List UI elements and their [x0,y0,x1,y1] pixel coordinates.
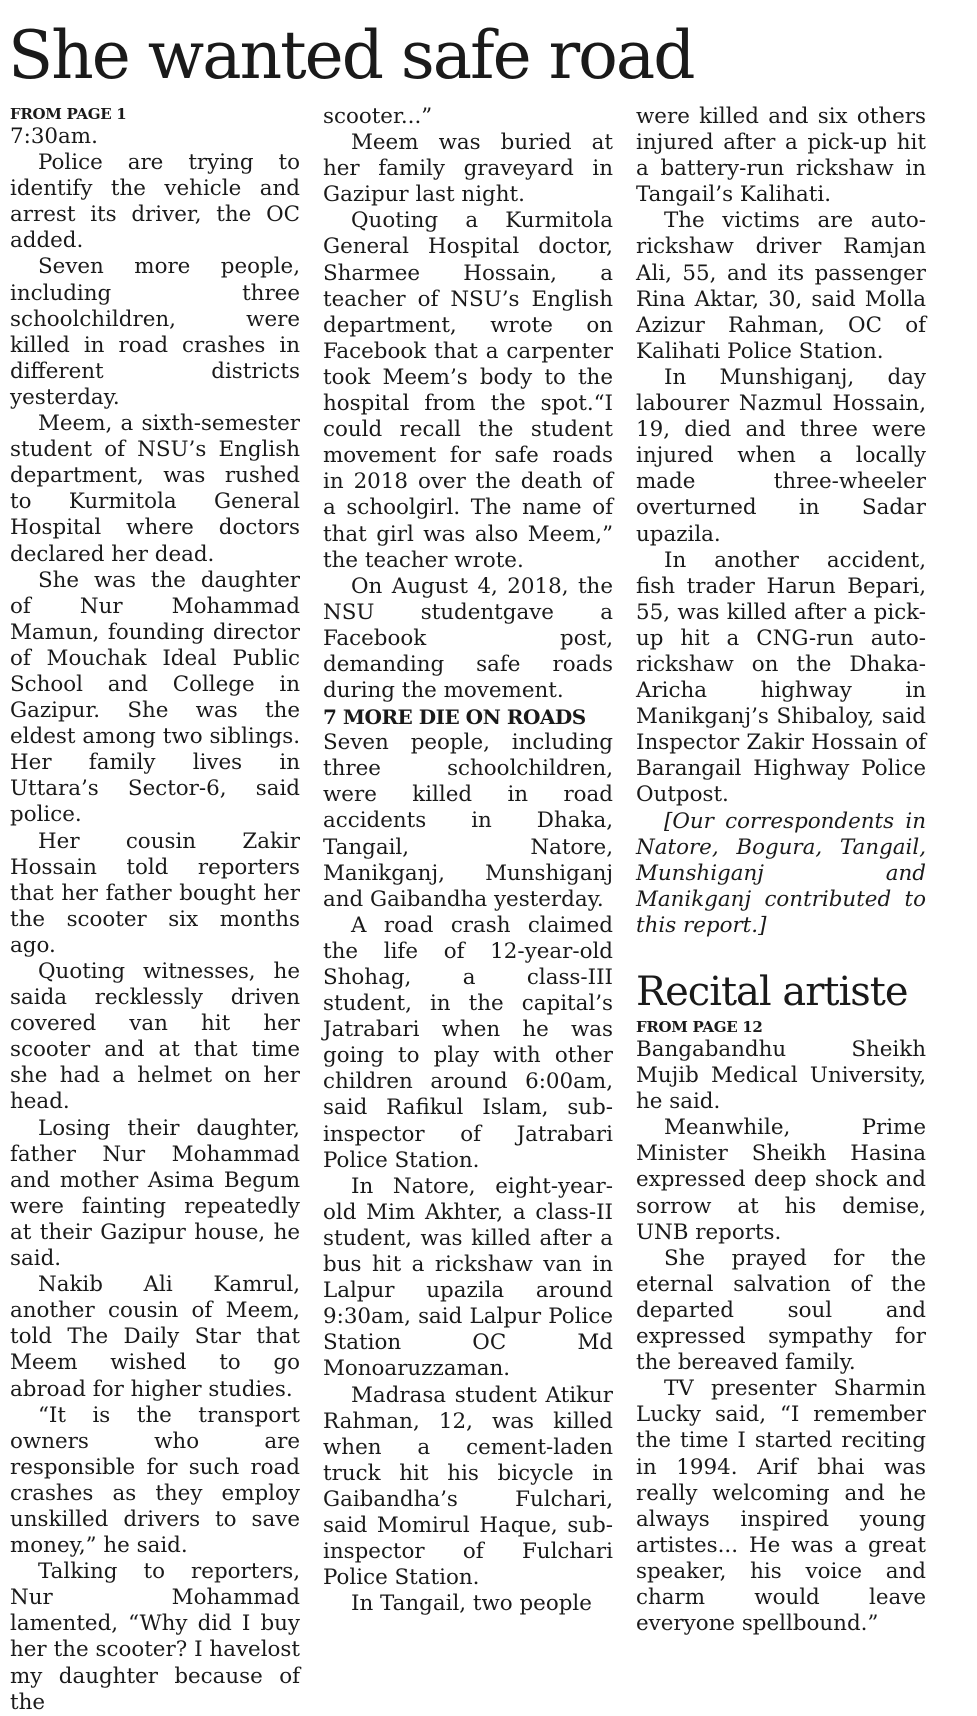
paragraph: The victims are auto-rickshaw driver Ramjan Ali, 55, and its passenger Rina Aktar, 30, said Molla Azizur Rahman, OC of Kalihati Police Station. [636,208,926,364]
paragraph: Seven people, including three schoolchildren, were killed in road accidents in Dhaka, Tangail, Natore, Manikganj, Munshiganj and Gaibandha yesterday. [323,730,613,912]
paragraph: In another accident, fish trader Harun Bepari, 55, was killed after a pick-up hit a CNG-run auto-rickshaw on the Dhaka-Aricha highway in Manikganj’s Shibaloy, said Inspector Zakir Hossain of Barangail Highway Police Outpost. [636,547,926,808]
paragraph: 7:30am. [10,124,98,149]
paragraph: She prayed for the eternal salvation of the departed soul and expressed sympathy for the bereaved family. [636,1245,926,1376]
paragraph: Seven more people, including three schoolchildren, were killed in road crashes in different districts yesterday. [10,254,300,410]
paragraph: Losing their daughter, father Nur Mohammad and mother Asima Begum were fainting repeatedly at their Gazipur house, he said. [10,1115,300,1272]
second-article-headline: Recital artiste [636,969,908,1015]
paragraph: On August 4, 2018, the NSU studentgave a Facebook post, demanding safe roads during the movement. [323,573,613,704]
paragraph: She was the daughter of Nur Mohammad Mamun, founding director of Mouchak Ideal Public School and College in Gazipur. She was the eldest among two siblings. Her family lives in Uttara’s Sector-6, said police. [10,567,300,828]
paragraph: In Tangail, two people [351,1591,592,1617]
paragraph: Police are trying to identify the vehicle and arrest its driver, the OC added. [10,150,300,254]
paragraph: “It is the transport owners who are responsible for such road crashes as they employ unskilled drivers to save money,” he said. [10,1402,300,1559]
paragraph: Quoting witnesses, he saida recklessly driven covered van hit her scooter and at that time she had a helmet on her head. [10,959,300,1115]
paragraph: Meem was buried at her family graveyard in Gazipur last night. [323,130,613,208]
article-column-1 [10,104,300,1716]
section-subheading: 7 MORE DIE ON ROADS [323,705,586,730]
paragraph: Bangabandhu Sheikh Mujib Medical University, he said. [636,1037,926,1115]
paragraph: In Munshiganj, day labourer Nazmul Hossain, 19, died and three were injured when a locally made three-wheeler overturned in Sadar upazila. [636,364,926,547]
paragraph: Quoting a Kurmitola General Hospital doctor, Sharmee Hossain, a teacher of NSU’s English department, wrote on Facebook that a carpenter took Meem’s body to the hospital from the spot.“I could recall the student movement for safe roads in 2018 over the death of a schoolgirl. The name of that girl was also Meem,” the teacher wrote. [323,208,613,573]
continuation-kicker: FROM PAGE 1 [10,105,127,123]
paragraph: In Natore, eight-year-old Mim Akhter, a class-II student, was killed after a bus hit a rickshaw van in Lalpur upazila around 9:30am, said Lalpur Police Station OC Md Monoaruzzaman. [323,1173,613,1382]
article-column-2 [323,104,613,1617]
continuation-kicker: FROM PAGE 12 [636,1018,763,1036]
paragraph: Madrasa student Atikur Rahman, 12, was killed when a cement-laden truck hit his bicycle in Gaibandha’s Fulchari, said Momirul Haque, sub-inspector of Fulchari Police Station. [323,1382,613,1591]
paragraph: TV presenter Sharmin Lucky said, “I remember the time I started reciting in 1994. Arif bhai was really welcoming and he always inspired young artistes... He was a great speaker, his voice and charm would leave everyone spellbound.” [636,1376,926,1637]
paragraph: were killed and six others injured after a pick-up hit a battery-run rickshaw in Tangail’s Kalihati. [636,104,926,208]
paragraph: Talking to reporters, Nur Mohammad lamented, “Why did I buy her the scooter? I havelost my daughter because of the [10,1559,300,1715]
paragraph: scooter...” [323,104,433,129]
article-column-3 [636,104,926,1637]
paragraph: A road crash claimed the life of 12-year-old Shohag, a class-III student, in the capital’s Jatrabari when he was going to play with other children around 6:00am, said Rafikul Islam, sub-inspector of Jatrabari Police Station. [323,912,613,1173]
paragraph: Meem, a sixth-semester student of NSU’s English department, was rushed to Kurmitola General Hospital where doctors declared her dead. [10,411,300,567]
paragraph: Meanwhile, Prime Minister Sheikh Hasina expressed deep shock and sorrow at his demise, UNB reports. [636,1115,926,1245]
contributor-credit: [Our correspondents in Natore, Bogura, Tangail, Munshiganj and Manikganj contributed to this report.] [636,808,926,938]
paragraph: Her cousin Zakir Hossain told reporters that her father bought her the scooter six months ago. [10,828,300,958]
page-headline: She wanted safe road [8,17,694,94]
paragraph: Nakib Ali Kamrul, another cousin of Meem, told The Daily Star that Meem wished to go abroad for higher studies. [10,1272,300,1402]
